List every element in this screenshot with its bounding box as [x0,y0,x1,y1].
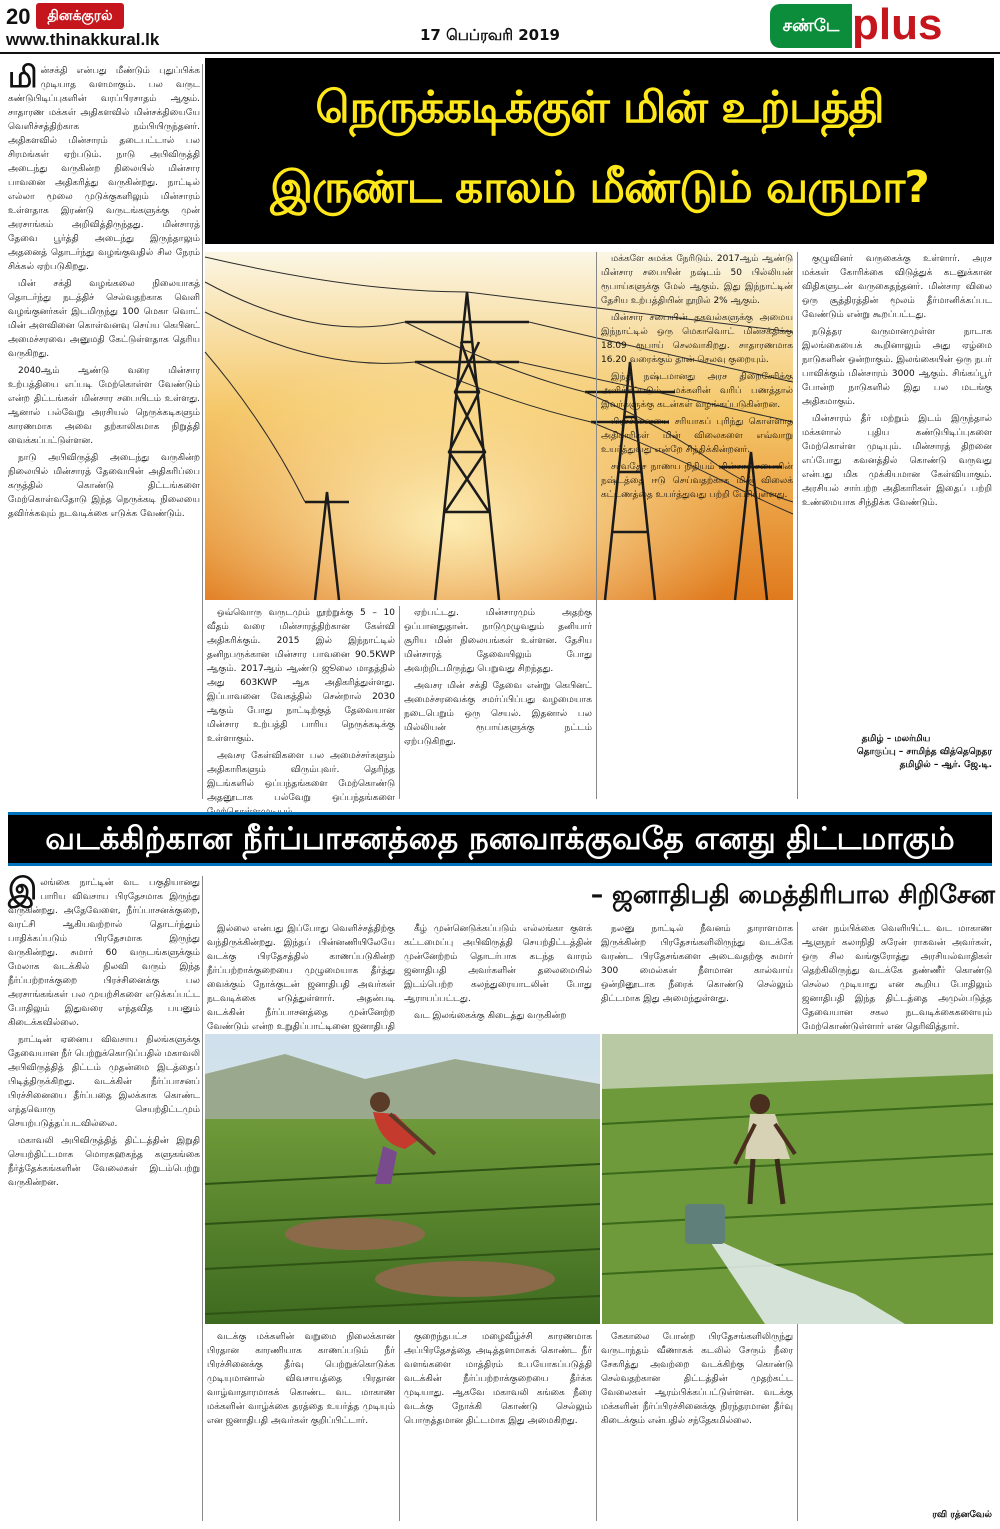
paragraph: வடக்கு மக்களின் வறுமை நிலைக்கான பிரதான காரணியாக காணப்படும் நீர் பிரச்சினைக்கு தீர்வு பெற்றுக்கொடுக்க முடியுமானால் விவசாயத்தை பிரதான வாழ்வாதாரமாகக் கொண்ட வட மாகாண மக்களின் வாழ்க்கை தரத்தை உயர்த்த முடியும் என ஜனாதிபதி அவர்கள் குறிப்பிட்டார். [207,1332,395,1426]
newspaper-logo: தினக்குரல் [36,3,124,29]
article2-column-3 [404,922,592,1030]
masthead [0,0,1000,52]
article2-column-4 [601,922,793,1030]
byline-original: தமிழ் – மலர்மிய [861,734,931,744]
column-divider [596,1330,597,1521]
article1-column-2 [207,606,395,803]
byline-source: தொகுப்பு – சாமிந்த வித்தெநெதர [856,747,992,757]
supplement-label: சண்டே [770,4,852,48]
article1-column-3 [404,606,592,799]
column-divider [596,252,597,799]
issue-date: 17 பெப்ரவரி 2019 [420,26,560,44]
article2-attribution: – ஜனாதிபதி மைத்திரிபால சிறிசேன [590,880,995,909]
paragraph: நடுத்தர வருமானமுள்ள நாடாக இலங்கையைக் கூறினாலும் அது ஏழ்மை நாடுகளின் ஒன்றாகும். இலங்கையின் ஒரு நபர் பாவிக்கும் மின்சாரம் 3000 ஆகும். சிங்கப்பூர் போன்ற நாடுகளில் இது பல மடங்கு அதிகமாகும். [802,327,992,407]
drop-cap: இ [8,872,38,907]
article1-column-5 [802,252,992,728]
column-divider [202,64,203,799]
supplement-plus: plus [852,0,943,49]
paragraph: நாடு அபிவிருத்தி அடைந்து வருகின்ற நிலையில் மின்சாரத் தேவையின் அதிகரிப்பை கருத்தில் கொண்டு திட்டங்களை மேற்கொள்வதோடு இந்த நெருக்கடி நிலையை தவிர்க்கவும் நடவடிக்கை எடுக்க வேண்டும். [8,453,200,519]
article1-column-4 [601,252,793,799]
paragraph: ன்சக்தி என்பது மீண்டும் புதுப்பிக்க முடியாத வளமாகும். பல வருட கண்டுபிடிப்புகளின் வரப்பிரசாதம் ஆகும். சாதாரண மக்கள் அதிகளவில் மின்சக்தியையே வெளிச்சத்திற்காக நம்பியிருந்தனர். அதிகளவில் மின்சாரம் தடைபட்டால் பல சிரமங்கள் ஏற்படும். நாடு அபிவிருத்தி அடைந்து வருகின்ற நிலையில் மின்சார பாவனை அதிகரித்து வருகின்றது. நாட்டில் எல்லா மூலை முடுக்குகளிலும் மின்சாரம் உள்ளதாக இரண்டு வருடங்களுக்கு முன் அரசாங்கம் அறிவித்திருந்தது. மின்சாரத் தேவை பூர்த்தி அடைந்து இருந்தாலும் அதனைத் தொடர்ந்து வழங்குவதில் சில நேரம் சிக்கல் ஏற்படுகிறது. [8,66,200,272]
article2-column-7 [404,1330,592,1525]
paragraph: சர்வதேச நாணய நிதியம் மின்சார சபையின் நஷ்டத்தை ஈடு செய்வதற்காக மின் விலைக் கட்டணத்தை உயர்த்துவது பற்றி பேசியுள்ளது. [601,462,793,500]
paragraph: ஒவ்வொரு வருடமும் நூற்றுக்கு 5 – 10 வீதம் வரை மின்சாரத்திற்கான கேள்வி அதிகரிக்கும். 2015 இல் இந்நாட்டில் தனிநபருக்கான மின்சார பாவனை 90.5KWP ஆகும். 2017ஆம் ஆண்டு ஜூலை மாதத்தில் அது 603KWP ஆக அதிகரித்துள்ளது. இப்பாவனை வேகத்தில் சென்றால் 2030 ஆகும் போது நாட்டிற்குத் தேவையான மின்சார உற்பத்தி பாரிய நெருக்கடிக்கு உள்ளாகும். [207,608,395,744]
paragraph: மின் சக்தி வழங்கலை நிலையாகத் தொடர்ந்து நடத்திச் செல்வதற்காக வெளி வழங்குனர்கள் இடமிருந்து 100 மெகா வொட் மின் அளவினை கொள்வனவு செய்ய கெபினட் அமைச்சரவை அனுமதி கேட்டுள்ளதாக தெரிய வருகிறது. [8,279,200,359]
article1-byline [800,733,992,772]
paragraph: அவசர மின் சக்தி தேவை என்று கெபினட் அமைச்சரவைக்கு சமர்ப்பிப்பது வழமையாக நடைபெறும் ஒரு செயல். இதனால் பல மில்லியன் ரூபாய்களுக்கு நட்டம் ஏற்படுகிறது. [404,681,592,747]
paragraph: மக்களே சுமக்க நேரிடும். 2017ஆம் ஆண்டு மின்சார சபையின் நஷ்டம் 50 பில்லியன் ரூபாய்களுக்கு மேல் ஆகும். இது இந்நாட்டின் தேசிய உற்பத்தியின் நூறில் 2% ஆகும். [601,254,793,306]
paragraph: லங்கை நாட்டின் வட பகுதியானது பாரிய விவசாய பிரதேசமாக இருந்து வருகின்றது. அதேவேளை, நீர்ப்பாசனக்குறை, வரட்சி ஆகியவற்றால் தொடர்ந்தும் பாதிக்கப்படும் பிரதேசமாக இருந்து வருகின்றது. சுமார் 60 வருடங்களுக்கும் மேலாக வடக்கில் நிலவி வரும் இந்த நீர்ப்பற்றாக்குறை பிரச்சினைக்கு பல அரசாங்கங்கள் பல முயற்சிகளை எடுக்கப்பட்ட போதிலும் இதுவரை எந்தவித பயனும் கிடைக்கவில்லை. [8,878,200,1028]
headline-line-2: இருண்ட காலம் மீண்டும் வருமா? [270,162,929,213]
paragraph: பிரச்சினையை சரியாகப் புரிந்து கொள்ளாத அதிகாரிகள் மின் விலைகளை எவ்வாறு உயர்த்துவது என்றே சிந்திக்கின்றனர். [601,417,793,455]
page-number: 20 [6,4,31,29]
farmers-field-image [205,1034,993,1324]
paragraph: நலனு நாட்டில் நீவனம் தாராளமாக இருக்கின்ற பிரதேசங்களிலிருந்து வடக்கே வரண்ட பிரதேசங்களை அடைவதற்கு சுமார் 300 மைல்கள் நீளமான கால்வாய் ஒன்றினூடாக நீரைக் கொண்டு செல்லும் திட்டமாக இது அமைந்துள்ளது. [601,924,793,1004]
drop-cap: மி [8,60,38,95]
article2-column-2 [207,922,395,1030]
paragraph: மகாவலி அபிவிருத்தித் திட்டத்தின் இறுதி செயற்திட்டமாக மொரகஹகந்த களுகங்கை நீர்த்தேக்கங்களின் வேலைகள் இடம்பெற்று வருகின்றன. [8,1136,200,1188]
paragraph: குழுவினர் வருகைக்கு உள்ளார். அரச மக்கள் கோரிக்கை விடுத்துக் கடனுக்கான விதிகளுடன் வருகைதந்தனர். மின்சார விலை ஒரு சூத்திரத்தின் மூலம் தீர்மானிக்கப்பட வேண்டும் என்று கூறப்பட்டது. [802,254,992,320]
article2-byline: ரவி ரத்னவேல் [932,1510,992,1520]
paragraph: இந்த நஷ்டமானது அரச திறைசேரிக்கு அளிக்கப்படும். மக்களின் வரிப் பணத்தால் இவர்களுக்கு கடன்கள் வழங்கப்படுகின்றன. [601,372,793,410]
paragraph: ஏற்பட்டது. மின்சாரமும் அதற்கு ஒப்பானதுதான். நாடுமுழுவதும் தனியார் சூரிய மின் நிலையங்கள் உள்ளன. தேசிய மின்சாரத் தேவையிலும் போது அவற்றிடமிருந்து பெறுவது சிறந்தது. [404,608,592,674]
paragraph: இல்லை என்பது இப்போது வெளிச்சத்திற்கு வந்திருக்கின்றது. இந்தப் பின்னணியிலேயே வடக்கு பிரதேசத்தில் காணப்படுகின்ற நீர்ப்பற்றாக்குறையை முழுமையாக தீர்த்து வைக்கும் நோக்குடன் ஜனாதிபதி அவர்கள் நடவடிக்கை எடுத்துள்ளார். அதன்படி வடக்கின் நீர்ப்பாசனத்தை முன்னேற்ற வேண்டும் என்ற உறுதிப்பாட்டினை ஜனாதிபதி [207,924,395,1032]
article2-column-6 [207,1330,395,1525]
article2-headline [8,812,992,866]
website-link[interactable]: www.thinakkural.lk [6,30,160,49]
article1-column-1 [8,60,200,799]
article1-headline [205,58,994,244]
farm-photos [205,1034,993,1324]
column-divider [399,606,400,799]
paragraph: என நம்பிக்கை வெளியிட்ட வட மாகாண ஆளுநர் கலாநிதி சுரேன் ராகவன் அவர்கள், ஒரு சில வங்குரோத்து அரசியல்வாதிகள் தெற்கிலிருந்து வடக்கே தண்ணீர் கொண்டு செல்ல முடியாது என கூறிய போதிலும் ஜனாதிபதி இந்த திட்டத்தை அமுல்படுத்த தேவையான சகல நடவடிக்கைகளையும் மேற்கொண்டுள்ளார் என தெரிவித்தார். [802,924,992,1032]
paragraph: கேகாலை போன்ற பிரதேசங்களிலிருந்து வருடாந்தம் வீணாகக் கடலில் சேரும் நீரை சேகரித்து அவற்றை வடக்கிற்கு கொண்டு செல்வதற்கான திட்டத்தின் முதற்கட்ட வேலைகள் ஆரம்பிக்கப்பட்டுள்ளன. வடக்கு மக்களின் நீர்ப்பிரச்சினைக்கு நிரந்தரமான தீர்வு கிடைக்கும் என்பதில் சந்தேகமில்லை. [601,1332,793,1426]
byline-translator: தமிழில் – ஆர். ஜே.டி. [899,760,992,770]
paragraph: நாட்டின் ஏனைய விவசாய நிலங்களுக்கு தேவையான நீர் பெற்றுக்கொடுப்பதில் மகாவலி அபிவிருத்தித் திட்டம் முதன்மை இடத்தைப் பிடித்திருக்கிறது. வடக்கின் நீர்ப்பாசனப் பிரச்சினையை தீர்ப்பதை இலக்காக கொண்ட எந்தவொரு செயற்திட்டமும் செயற்படுத்தப்படவில்லை. [8,1035,200,1129]
article2-column-1 [8,872,200,1521]
header-rule [0,52,1000,54]
paragraph: 2040ஆம் ஆண்டு வரை மின்சார உற்பத்தியை எப்படி மேற்கொள்ள வேண்டும் என்ற திட்டங்கள் மின்சார சபையிடம் உள்ளது. ஆனால் பல்வேறு அரசியல் நெருக்கடிகளும் காரணமாக அவை தற்காலிகமாக நிறுத்தி வைக்கப்பட்டுள்ளன. [8,366,200,446]
headline-line-1: நெருக்கடிக்குள் மின் உற்பத்தி [315,82,884,133]
paragraph: வட இலங்கைக்கு கிடைத்து வருகின்ற [414,1011,567,1021]
paragraph: மின்சாரம் தீர் மற்றும் இடம் இருந்தால் மக்களால் புதிய கண்டுபிடிப்புகளை மேற்கொள்ள முடியும். மின்சாரத் திறனை எப்போது கவனத்தில் கொண்டு வருவது என்பது மிக முக்கியமான கேள்வியாகும். அரசியல் சார்பற்ற அதிகாரிகள் இதைப் பற்றி உண்மையாக சிந்திக்க வேண்டும். [802,414,992,508]
column-divider [202,876,203,1521]
paragraph: மின்சார சபையின் தகவல்களுக்கு அமைய இந்நாட்டில் ஒரு மெகாவொட் மின்சக்திக்கு 18.09 ரூபாய் செலவாகிறது. சாதாரணமாக 16.20 வரைக்கும் தான் செலவு குறையும். [601,313,793,365]
paragraph: அவசர கேள்விகளை பல அமைச்சர்களும் அதிகாரிகளும் விரும்புவர். தெரிந்த இடங்களில் ஒப்பந்தங்களை மேற்கொண்டு அதனூடாக பல்வேறு ஒப்பந்தங்களை [207,751,395,803]
column-divider [399,1330,400,1521]
paragraph: கீழ் முன்னெடுக்கப்படும் எல்லங்கா குளக் கட்டமைப்பு அபிவிருத்தி செயற்திட்டத்தின் முன்னேற்றம் தொடர்பாக கடந்த வாரம் ஜனாதிபதி அவர்களின் தலைமையில் இடம்பெற்ற கலந்துரையாடலின் போது ஆராயப்பட்டது. [404,924,592,1004]
column-divider [797,252,798,799]
headline-text: வடக்கிற்கான நீர்ப்பாசனத்தை நனவாக்குவதே எனது திட்டமாகும் [45,821,955,857]
paragraph: குறைந்தபட்ச மழைவீழ்ச்சி காரணமாக அப்பிரதேசத்தை அடித்தளமாகக் கொண்ட நீர் வளங்களை மாத்திரம் உபயோகப்படுத்தி வடக்கின் நீர்ப்பற்றாக்குறையை தீர்க்க முடியாது. ஆகவே மகாவலி கங்கை நீரை வடக்கு நோக்கி கொண்டு செல்லும் பொருத்தமான திட்டமாக இது அமைகிறது. [404,1332,592,1426]
article2-column-8 [601,1330,793,1525]
